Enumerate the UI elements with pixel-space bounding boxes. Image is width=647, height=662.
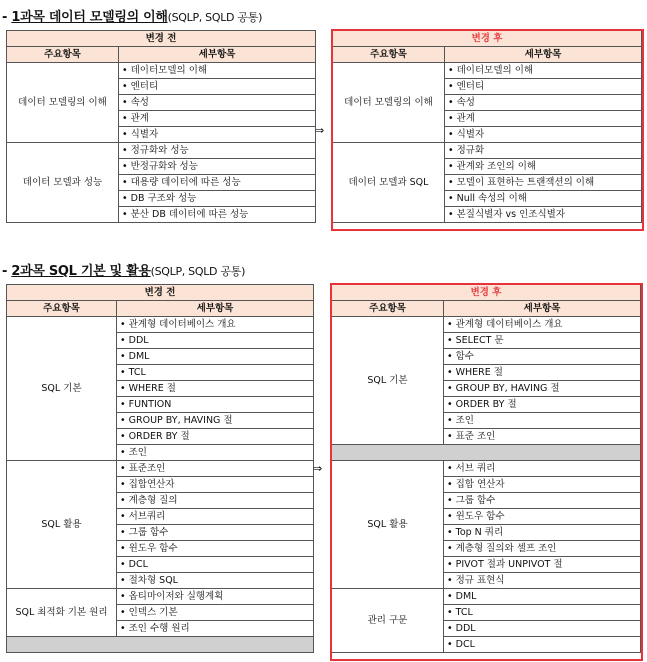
detail-item-cell: • 관계와 조인의 이해 — [445, 159, 642, 175]
section1-subtitle: (SQLP, SQLD 공통) — [167, 11, 263, 24]
detail-item-cell: • 인덱스 기본 — [117, 605, 314, 621]
heading-dash: - — [2, 264, 12, 279]
detail-item-cell: • 계층형 질의 — [117, 493, 314, 509]
detail-item-cell: • 절차형 SQL — [117, 573, 314, 589]
table-row — [332, 461, 641, 477]
detail-item-cell: • SELECT 문 — [444, 333, 641, 349]
section1-after-table — [332, 30, 642, 223]
detail-item-cell: • 반정규화와 성능 — [119, 159, 316, 175]
major-item-cell: SQL 활용 — [332, 461, 444, 589]
section2-heading — [2, 260, 245, 279]
detail-item-cell: • TCL — [117, 365, 314, 381]
column-header-major: 주요항목 — [7, 47, 119, 63]
detail-item-cell: • 관계형 데이터베이스 개요 — [444, 317, 641, 333]
detail-item-cell: • 조인 수행 원리 — [117, 621, 314, 637]
detail-item-cell: • 데이터모델의 이해 — [119, 63, 316, 79]
table-row — [333, 143, 642, 159]
major-item-cell: SQL 활용 — [7, 461, 117, 589]
column-header-major: 주요항목 — [7, 301, 117, 317]
table-row — [332, 589, 641, 605]
detail-item-cell: • GROUP BY, HAVING 절 — [444, 381, 641, 397]
major-item-cell: SQL 기본 — [7, 317, 117, 461]
detail-item-cell: • 표준 조인 — [444, 429, 641, 445]
detail-item-cell: • 서브 쿼리 — [444, 461, 641, 477]
detail-item-cell: • 관계 — [445, 111, 642, 127]
column-header-major: 주요항목 — [332, 301, 444, 317]
detail-item-cell: • ORDER BY 절 — [444, 397, 641, 413]
section2-title: 2과목 SQL 기본 및 활용 — [11, 264, 151, 279]
detail-item-cell: • ORDER BY 절 — [117, 429, 314, 445]
column-header-major: 주요항목 — [333, 47, 445, 63]
column-header-detail: 세부항목 — [444, 301, 641, 317]
detail-item-cell: • 그룹 함수 — [117, 525, 314, 541]
section2-after-table — [331, 284, 641, 653]
detail-item-cell: • 정규 표현식 — [444, 573, 641, 589]
table-row — [7, 589, 314, 605]
spacer-row — [7, 637, 314, 653]
detail-item-cell: • 식별자 — [119, 127, 316, 143]
spacer-row — [332, 445, 641, 461]
detail-item-cell: • WHERE 절 — [117, 381, 314, 397]
detail-item-cell: • 엔터티 — [119, 79, 316, 95]
detail-item-cell: • Top N 쿼리 — [444, 525, 641, 541]
section2-subtitle: (SQLP, SQLD 공통) — [150, 265, 246, 278]
column-header-detail: 세부항목 — [117, 301, 314, 317]
detail-item-cell: • GROUP BY, HAVING 절 — [117, 413, 314, 429]
table-header-title: 변경 전 — [7, 31, 316, 47]
detail-item-cell: • 조인 — [117, 445, 314, 461]
detail-item-cell: • PIVOT 절과 UNPIVOT 절 — [444, 557, 641, 573]
table-header-title: 변경 후 — [333, 31, 642, 47]
detail-item-cell: • 대용량 데이터에 따른 성능 — [119, 175, 316, 191]
detail-item-cell: • 관계 — [119, 111, 316, 127]
column-header-detail: 세부항목 — [445, 47, 642, 63]
spacer-cell — [7, 637, 314, 653]
detail-item-cell: • 조인 — [444, 413, 641, 429]
table-row — [7, 63, 316, 79]
detail-item-cell: • TCL — [444, 605, 641, 621]
detail-item-cell: • 정규화와 성능 — [119, 143, 316, 159]
table-header-title: 변경 후 — [332, 285, 641, 301]
heading-dash: - — [2, 10, 12, 25]
detail-item-cell: • 옵티마이저와 실행계획 — [117, 589, 314, 605]
table-header-title: 변경 전 — [7, 285, 314, 301]
detail-item-cell: • 서브쿼리 — [117, 509, 314, 525]
detail-item-cell: • DML — [444, 589, 641, 605]
detail-item-cell: • DDL — [444, 621, 641, 637]
detail-item-cell: • 윈도우 함수 — [117, 541, 314, 557]
detail-item-cell: • FUNTION — [117, 397, 314, 413]
detail-item-cell: • DCL — [117, 557, 314, 573]
detail-item-cell: • 속성 — [445, 95, 642, 111]
major-item-cell: 데이터 모델과 성능 — [7, 143, 119, 223]
detail-item-cell: • 표준조인 — [117, 461, 314, 477]
detail-item-cell: • 정규화 — [445, 143, 642, 159]
detail-item-cell: • 관계형 데이터베이스 개요 — [117, 317, 314, 333]
major-item-cell: SQL 기본 — [332, 317, 444, 445]
table-row — [7, 461, 314, 477]
table-row — [333, 63, 642, 79]
detail-item-cell: • 식별자 — [445, 127, 642, 143]
detail-item-cell: • 집합 연산자 — [444, 477, 641, 493]
detail-item-cell: • 엔터티 — [445, 79, 642, 95]
major-item-cell: 데이터 모델링의 이해 — [333, 63, 445, 143]
detail-item-cell: • 속성 — [119, 95, 316, 111]
detail-item-cell: • 그룹 함수 — [444, 493, 641, 509]
column-header-detail: 세부항목 — [119, 47, 316, 63]
detail-item-cell: • 계층형 질의와 셀프 조인 — [444, 541, 641, 557]
section1-heading — [2, 6, 262, 25]
major-item-cell: 관리 구문 — [332, 589, 444, 653]
detail-item-cell: • 모델이 표현하는 트랜잭션의 이해 — [445, 175, 642, 191]
detail-item-cell: • 함수 — [444, 349, 641, 365]
detail-item-cell: • WHERE 절 — [444, 365, 641, 381]
detail-item-cell: • 데이터모델의 이해 — [445, 63, 642, 79]
section2-before-table — [6, 284, 314, 653]
table-row — [7, 317, 314, 333]
section1-before-table — [6, 30, 316, 223]
section1-arrow: ⇒ — [315, 124, 325, 137]
detail-item-cell: • DDL — [117, 333, 314, 349]
section2-arrow: ⇒ — [313, 462, 323, 475]
detail-item-cell: • 윈도우 함수 — [444, 509, 641, 525]
detail-item-cell: • 분산 DB 데이터에 따른 성능 — [119, 207, 316, 223]
spacer-cell — [332, 445, 641, 461]
major-item-cell: SQL 최적화 기본 원리 — [7, 589, 117, 637]
detail-item-cell: • Null 속성의 이해 — [445, 191, 642, 207]
table-row — [7, 143, 316, 159]
detail-item-cell: • DCL — [444, 637, 641, 653]
table-row — [332, 317, 641, 333]
major-item-cell: 데이터 모델과 SQL — [333, 143, 445, 223]
detail-item-cell: • DML — [117, 349, 314, 365]
detail-item-cell: • DB 구조와 성능 — [119, 191, 316, 207]
section1-title: 1과목 데이터 모델링의 이해 — [11, 10, 168, 25]
major-item-cell: 데이터 모델링의 이해 — [7, 63, 119, 143]
detail-item-cell: • 집합연산자 — [117, 477, 314, 493]
detail-item-cell: • 본질식별자 vs 인조식별자 — [445, 207, 642, 223]
